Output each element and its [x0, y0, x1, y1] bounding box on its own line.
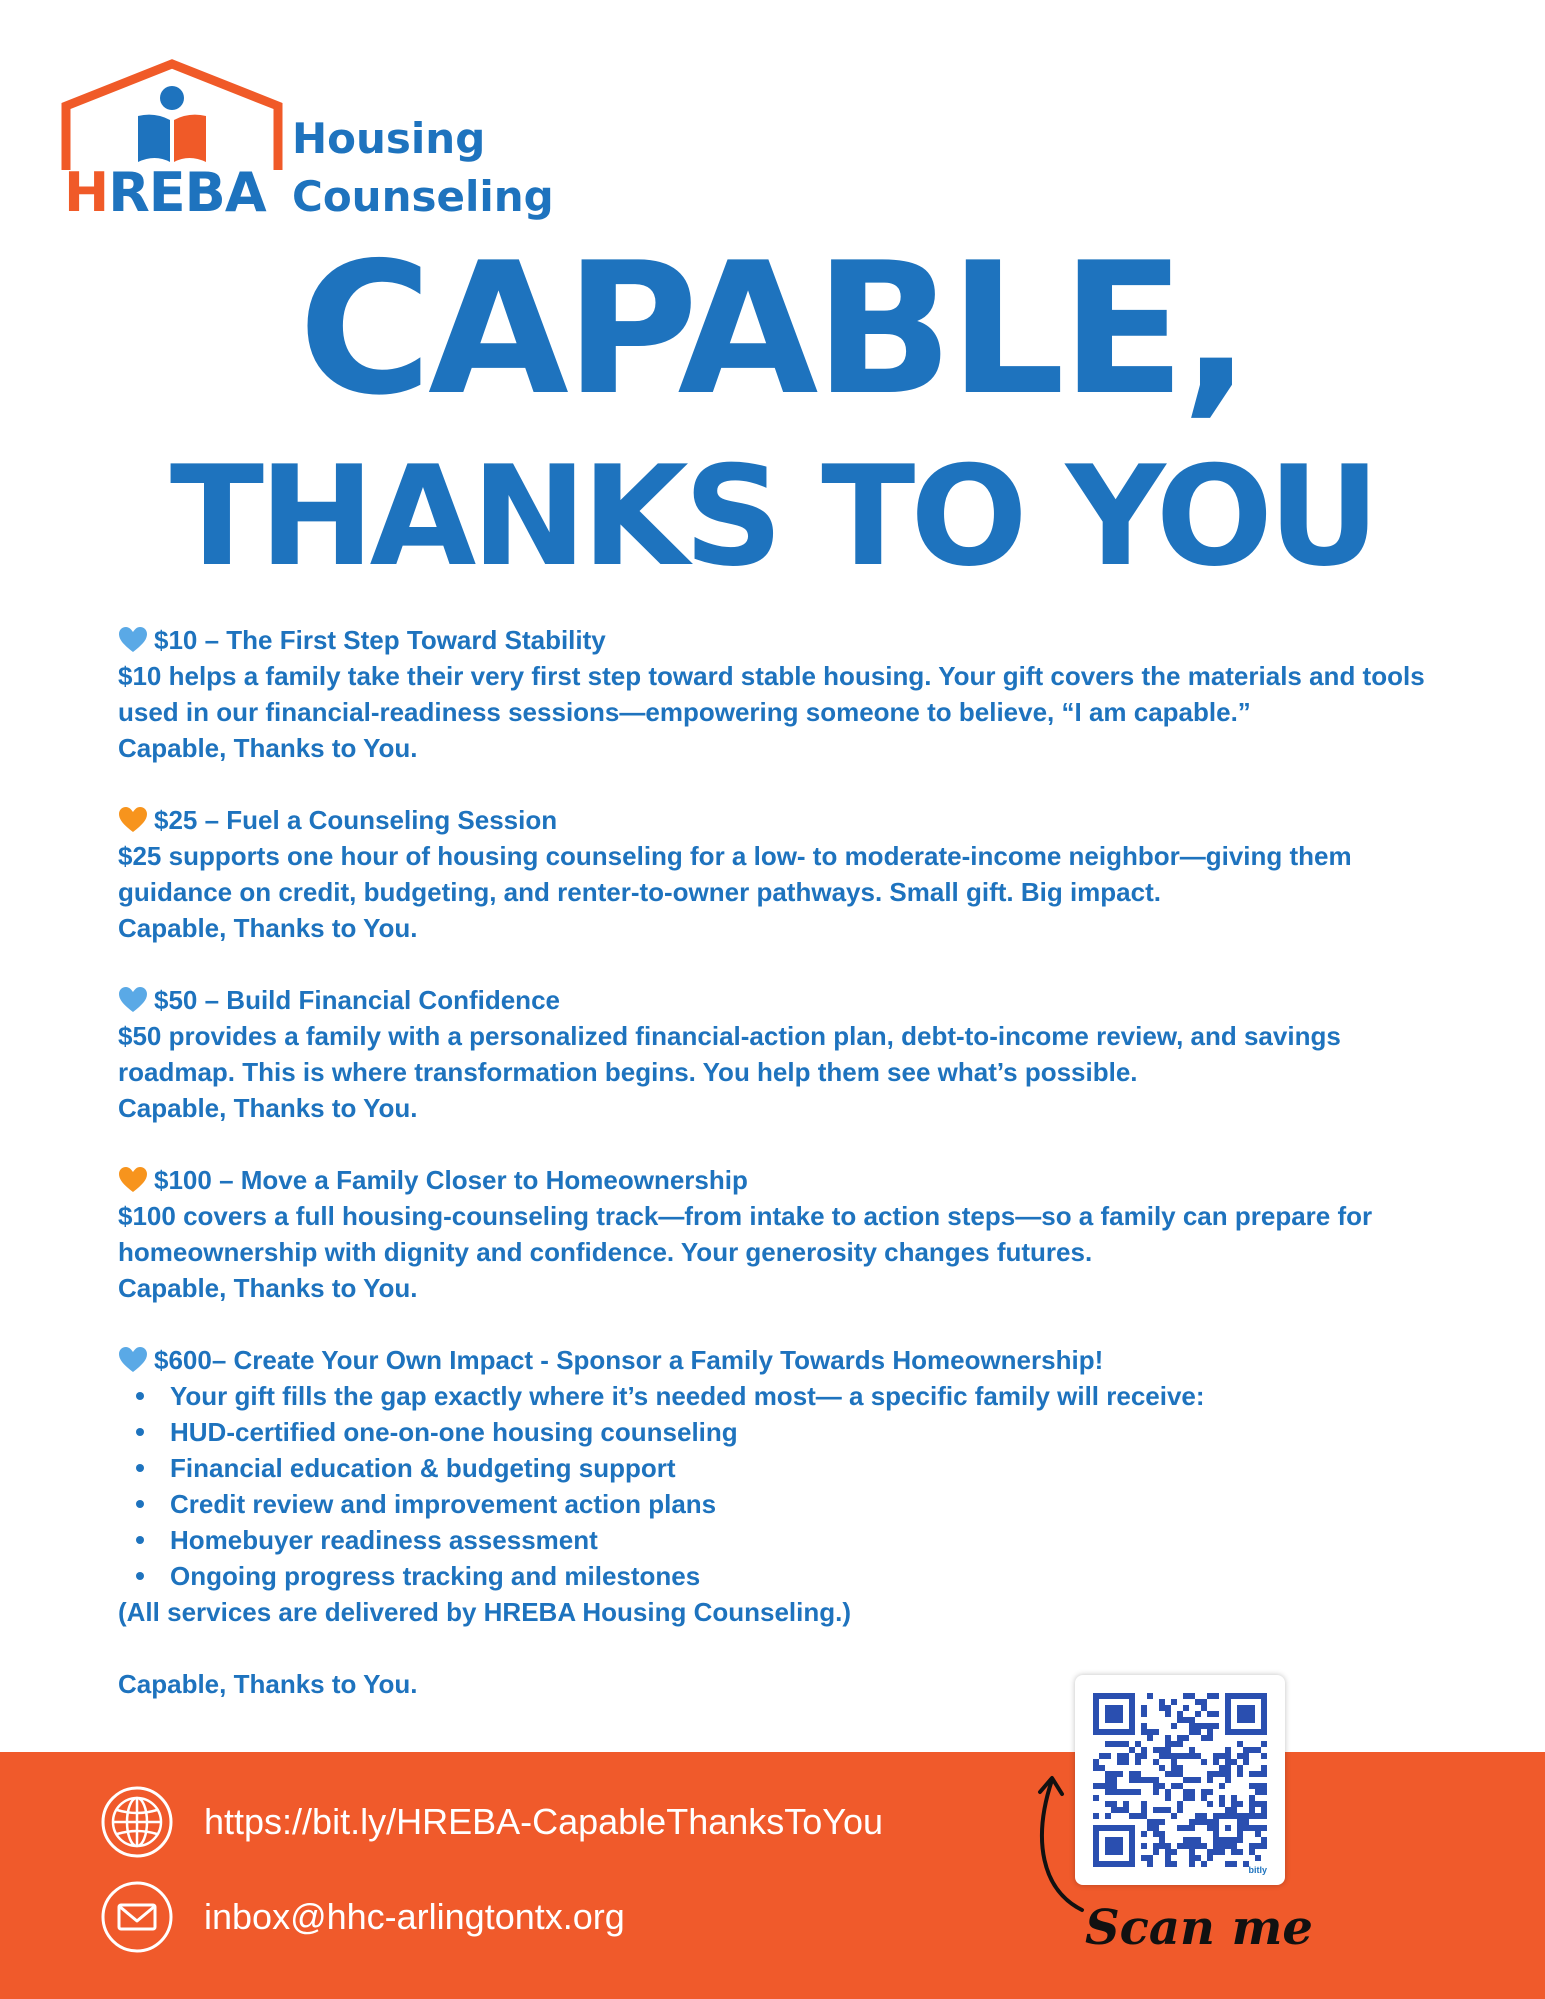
orange-heart-icon	[118, 1166, 148, 1194]
tier-title-text: $25 – Fuel a Counseling Session	[154, 805, 558, 835]
list-item: Homebuyer readiness assessment	[170, 1522, 1438, 1558]
blue-heart-icon	[118, 626, 148, 654]
sponsor-title	[118, 1342, 1438, 1378]
headline-thanks-to-you: THANKS TO YOU	[169, 436, 1376, 597]
logo-text	[292, 110, 554, 226]
footer-url-row[interactable]	[100, 1785, 883, 1859]
hreba-logo	[60, 58, 580, 228]
logo-wordmark-first-letter: H	[64, 161, 109, 224]
globe-icon	[100, 1785, 174, 1859]
headline-capable: CAPABLE,	[298, 223, 1247, 435]
sponsor-title-text: $600– Create Your Own Impact - Sponsor a Family Towards Homeownership!	[154, 1345, 1104, 1375]
house-reader-icon	[60, 58, 290, 178]
list-item: HUD-certified one-on-one housing counseling	[170, 1414, 1438, 1450]
list-item: Your gift fills the gap exactly where it’s needed most— a specific family will receive:	[170, 1378, 1438, 1414]
tier-title	[118, 982, 1438, 1018]
orange-heart-icon	[118, 806, 148, 834]
tier-description: $10 helps a family take their very first step toward stable housing. Your gift covers the materials and tools used in our financial-readiness sessions—empowering someone to believe, “I am capable.”	[118, 661, 1425, 727]
list-item: Credit review and improvement action plans	[170, 1486, 1438, 1522]
logo-wordmark-rest: REBA	[108, 161, 266, 224]
footer-url-link[interactable]: https://bit.ly/HREBA-CapableThanksToYou	[204, 1801, 884, 1842]
tier-description: $100 covers a full housing-counseling track—from intake to action steps—so a family can prepare for homeownership with dignity and confidence. Your generosity changes futures.	[118, 1201, 1373, 1267]
tier-tagline: Capable, Thanks to You.	[118, 1093, 418, 1123]
logo-line-counseling: Counseling	[292, 172, 554, 221]
logo-wordmark	[64, 161, 266, 224]
sponsor-note: (All services are delivered by HREBA Housing Counseling.)	[118, 1597, 852, 1627]
tier-10	[118, 622, 1438, 766]
list-item: Ongoing progress tracking and milestones	[170, 1558, 1438, 1594]
tier-600-sponsor	[118, 1342, 1438, 1702]
tier-description: $50 provides a family with a personalized financial-action plan, debt-to-income review, and savings roadmap. This is where transformation begins. You help them see what’s possible.	[118, 1021, 1341, 1087]
sponsor-benefits-list	[118, 1378, 1438, 1594]
qr-code[interactable]	[1093, 1693, 1267, 1867]
tier-title	[118, 1162, 1438, 1198]
logo-line-housing: Housing	[292, 114, 486, 163]
tier-tagline: Capable, Thanks to You.	[118, 1273, 418, 1303]
tier-100	[118, 1162, 1438, 1306]
sponsor-tagline: Capable, Thanks to You.	[118, 1669, 418, 1699]
envelope-icon	[100, 1880, 174, 1954]
footer-email-row[interactable]	[100, 1880, 625, 1954]
tier-title	[118, 802, 1438, 838]
qr-brand-label: bitly	[1248, 1865, 1267, 1875]
list-item: Financial education & budgeting support	[170, 1450, 1438, 1486]
footer-email-link[interactable]: inbox@hhc-arlingtontx.org	[204, 1896, 625, 1937]
tier-title-text: $50 – Build Financial Confidence	[154, 985, 560, 1015]
donation-tiers	[118, 622, 1438, 1702]
blue-heart-icon	[118, 1346, 148, 1374]
scan-me-label: Scan me	[1085, 1900, 1313, 1956]
tier-50	[118, 982, 1438, 1126]
blue-heart-icon	[118, 986, 148, 1014]
tier-title-text: $10 – The First Step Toward Stability	[154, 625, 606, 655]
qr-code-card[interactable]	[1075, 1675, 1285, 1885]
tier-title-text: $100 – Move a Family Closer to Homeownership	[154, 1165, 748, 1195]
tier-description: $25 supports one hour of housing counseling for a low- to moderate-income neighbor—giving them guidance on credit, budgeting, and renter-to-owner pathways. Small gift. Big impact.	[118, 841, 1352, 907]
tier-25	[118, 802, 1438, 946]
tier-tagline: Capable, Thanks to You.	[118, 913, 418, 943]
curved-arrow-icon	[1022, 1760, 1092, 1920]
tier-title	[118, 622, 1438, 658]
tier-tagline: Capable, Thanks to You.	[118, 733, 418, 763]
